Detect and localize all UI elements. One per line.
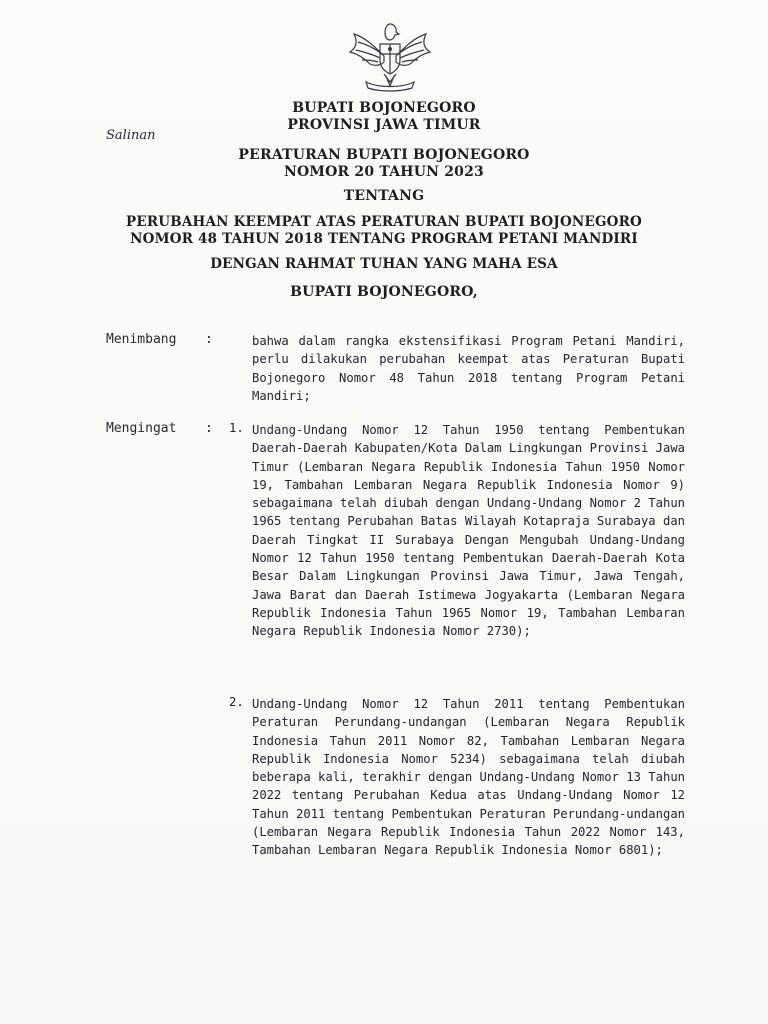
mengingat-item-number: 2.: [229, 695, 244, 709]
mengingat-item-text: Undang-Undang Nomor 12 Tahun 2011 tentang Pembentukan Peraturan Perundang-undangan (Lembaran Negara Republik Indonesia Tahun 2011 Nomor 82, Tambahan Lembaran Negara Republik Indonesia Nomor 5234) sebagaimana telah diubah beberapa kali, terakhir dengan Undang-Undang Nomor 13 Tahun 2022 tentang Perubahan Kedua atas Undang-Undang Nomor 12 Tahun 2011 tentang Pembentukan Peraturan Perundang-undangan (Lembaran Negara Republik Indonesia Tahun 2022 Nomor 143, Tambahan Lembaran Negara Republik Indonesia Nomor 6801);: [252, 697, 685, 858]
mengingat-item-number: 1.: [229, 421, 244, 435]
invocation-heading: DENGAN RAHMAT TUHAN YANG MAHA ESA: [210, 256, 558, 272]
official-heading: BUPATI BOJONEGORO: [292, 100, 476, 116]
tentang-heading: TENTANG: [343, 188, 425, 204]
subject-line-1: PERUBAHAN KEEMPAT ATAS PERATURAN BUPATI BOJONEGORO: [125, 214, 643, 230]
mengingat-label: Mengingat: [106, 421, 177, 436]
subject-line-2: NOMOR 48 TAHUN 2018 TENTANG PROGRAM PETANI MANDIRI: [130, 231, 638, 247]
menimbang-label: Menimbang: [106, 332, 177, 347]
regulation-title: PERATURAN BUPATI BOJONEGORO: [238, 147, 530, 163]
salinan-label: Salinan: [106, 128, 156, 143]
menimbang-text: bahwa dalam rangka ekstensifikasi Program Petani Mandiri, perlu dilakukan perubahan keempat atas Peraturan Bupati Bojonegoro Nomor 48 Tahun 2018 tentang Program Petani Mandiri;: [252, 334, 685, 403]
mengingat-colon: :: [205, 421, 213, 436]
garuda-emblem-icon: [344, 16, 436, 92]
issuer-heading: BUPATI BOJONEGORO,: [290, 284, 478, 300]
mengingat-item-text: Undang-Undang Nomor 12 Tahun 1950 tentang Pembentukan Daerah-Daerah Kabupaten/Kota Dalam Lingkungan Provinsi Jawa Timur (Lembaran Negara Republik Indonesia Tahun 1950 Nomor 19, Tambahan Lembaran Negara Republik Indonesia Nomor 9) sebagaimana telah diubah dengan Undang-Undang Nomor 2 Tahun 1965 tentang Perubahan Batas Wilayah Kotapraja Surabaya dan Daerah Tingkat II Surabaya Dengan Mengubah Undang-Undang Nomor 12 Tahun 1950 tentang Pembentukan Daerah-Daerah Kota Besar Dalam Lingkungan Provinsi Jawa Timur, Jawa Tengah, Jawa Barat dan Daerah Istimewa Jogyakarta (Lembaran Negara Republik Indonesia Tahun 1965 Nomor 19, Tambahan Lembaran Negara Republik Indonesia Nomor 2730);: [252, 423, 685, 639]
regulation-number: NOMOR 20 TAHUN 2023: [284, 164, 484, 180]
province-heading: PROVINSI JAWA TIMUR: [287, 117, 481, 133]
menimbang-colon: :: [205, 332, 213, 347]
